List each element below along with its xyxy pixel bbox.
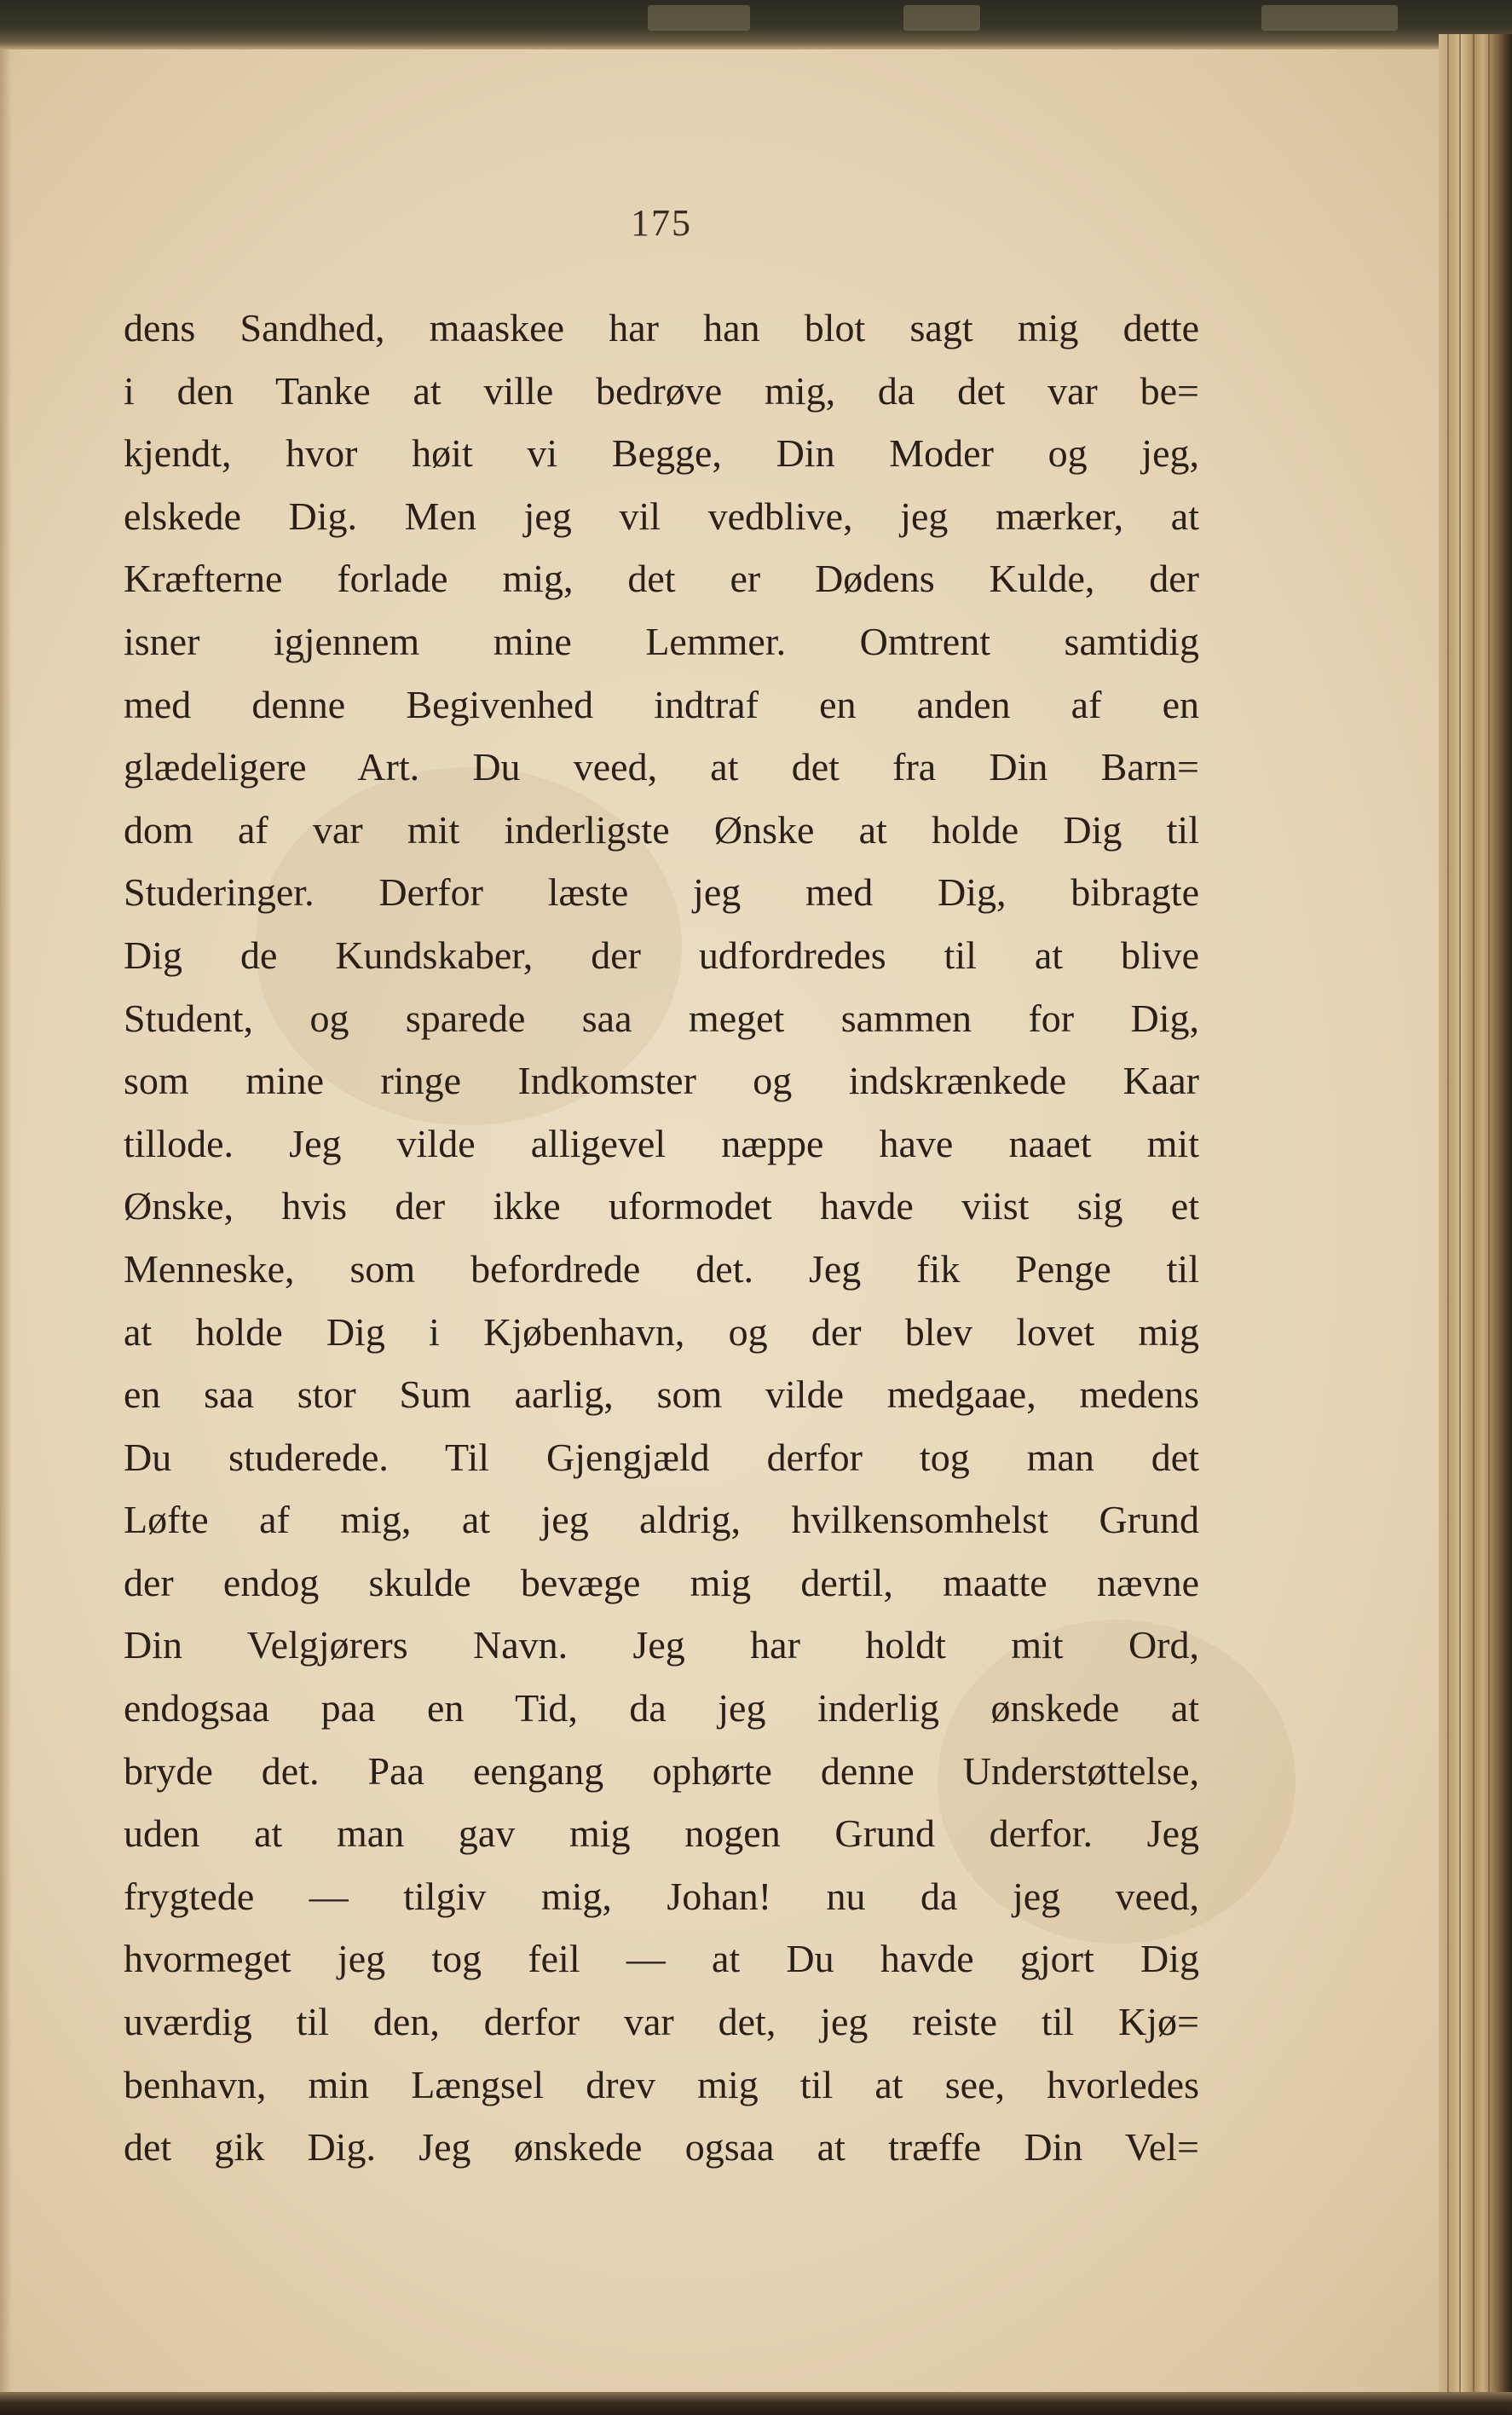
cover-texture — [648, 5, 750, 31]
text-line: at holde Dig i Kjøbenhavn, og der blev lovet mig — [124, 1309, 1199, 1354]
cover-texture — [1261, 5, 1398, 31]
text-line: Løfte af mig, at jeg aldrig, hvilkensomhelst Grund — [124, 1498, 1199, 1542]
text-line: en saa stor Sum aarlig, som vilde medgaae, medens — [124, 1372, 1199, 1417]
text-line: det gik Dig. Jeg ønskede ogsaa at træffe Din Vel= — [124, 2125, 1199, 2169]
page-left-shadow — [0, 49, 12, 2394]
text-line: Ønske, hvis der ikke uformodet havde viist sig et — [124, 1184, 1199, 1228]
book-top-edge — [0, 0, 1512, 49]
text-line: benhavn, min Længsel drev mig til at see, hvorledes — [124, 2062, 1199, 2106]
text-line: med denne Begivenhed indtraf en anden af en — [124, 682, 1199, 726]
text-line: uværdig til den, derfor var det, jeg reiste til Kjø= — [124, 2000, 1199, 2044]
text-line: glædeligere Art. Du veed, at det fra Din Barn= — [124, 745, 1199, 789]
text-line: som mine ringe Indkomster og indskrænkede Kaar — [124, 1059, 1199, 1103]
body-text — [124, 297, 1199, 2179]
text-line: der endog skulde bevæge mig dertil, maatte nævne — [124, 1560, 1199, 1604]
text-line: tillode. Jeg vilde alligevel næppe have naaet mit — [124, 1121, 1199, 1165]
text-line: Student, og sparede saa meget sammen for Dig, — [124, 996, 1199, 1040]
page-number: 175 — [631, 202, 692, 244]
text-line: hvormeget jeg tog feil — at Du havde gjort Dig — [124, 1937, 1199, 1981]
text-line: elskede Dig. Men jeg vil vedblive, jeg mærker, at — [124, 494, 1199, 538]
book-bottom-edge — [0, 2392, 1512, 2415]
text-line: Menneske, som befordrede det. Jeg fik Penge til — [124, 1246, 1199, 1291]
text-line: Kræfterne forlade mig, det er Dødens Kulde, der — [124, 557, 1199, 601]
book-page-edges — [1439, 34, 1512, 2415]
text-line: kjendt, hvor høit vi Begge, Din Moder og jeg, — [124, 431, 1199, 476]
text-line: uden at man gav mig nogen Grund derfor. Jeg — [124, 1811, 1199, 1856]
text-line: i den Tanke at ville bedrøve mig, da det var be= — [124, 368, 1199, 413]
text-line: frygtede — tilgiv mig, Johan! nu da jeg veed, — [124, 1874, 1199, 1918]
text-line: isner igjennem mine Lemmer. Omtrent samtidig — [124, 619, 1199, 663]
text-line: Din Velgjørers Navn. Jeg har holdt mit Ord, — [124, 1623, 1199, 1667]
text-line: endogsaa paa en Tid, da jeg inderlig ønskede at — [124, 1686, 1199, 1730]
text-line: Dig de Kundskaber, der udfordredes til at blive — [124, 933, 1199, 977]
text-line: bryde det. Paa eengang ophørte denne Understøttelse, — [124, 1748, 1199, 1793]
text-line: dens Sandhed, maaskee har han blot sagt mig dette — [124, 306, 1199, 350]
text-line: Studeringer. Derfor læste jeg med Dig, bibragte — [124, 870, 1199, 915]
text-line: dom af var mit inderligste Ønske at holde Dig til — [124, 807, 1199, 852]
cover-texture — [903, 5, 980, 31]
text-line: Du studerede. Til Gjengjæld derfor tog man det — [124, 1435, 1199, 1479]
